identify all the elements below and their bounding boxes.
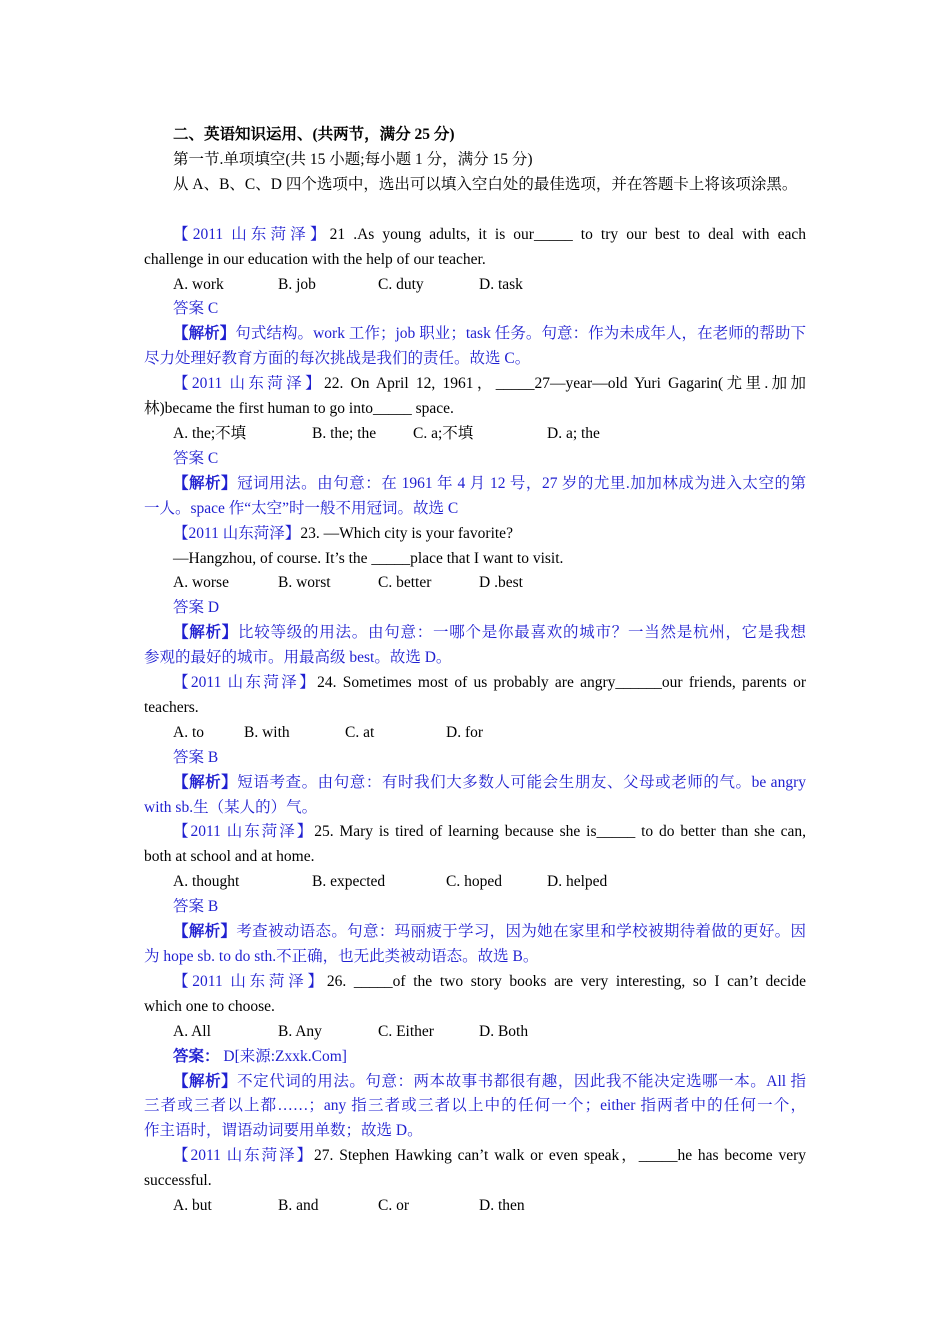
question-22-analysis: 【解析】冠词用法。由句意：在 1961 年 4 月 12 号，27 岁的尤里.加加林成为进入太空的第 <box>173 474 806 492</box>
question-21-answer: 答案 C <box>173 300 219 318</box>
source-tag: 【2011 山东菏泽】 <box>173 225 330 243</box>
analysis-tag: 【解析】 <box>173 1072 238 1090</box>
question-25-options <box>144 870 806 895</box>
source-tag: 【2011 山东菏泽】 <box>173 674 318 692</box>
option-d: D. then <box>479 1197 525 1215</box>
question-25-stem: 【2011 山东菏泽】25. Mary is tired of learning because she is_____ to do better than she can, <box>173 823 806 841</box>
option-b: B. expected <box>312 873 386 891</box>
analysis-tag: 【解析】 <box>173 923 237 941</box>
question-26-stem: 【2011 山东菏泽】26. _____of the two story books are very interesting, so I can’t decide <box>173 972 806 990</box>
analysis-tag: 【解析】 <box>173 624 238 642</box>
question-21-analysis-cont: 尽力处理好教育方面的每次挑战是我们的责任。故选 C。 <box>144 350 531 368</box>
source-tag: 【2011 山东菏泽】 <box>173 823 315 841</box>
spacer <box>144 198 806 223</box>
question-24-stem-cont: teachers. <box>144 698 199 716</box>
option-a: A. the;不填 <box>173 424 247 442</box>
option-b: B. the; the <box>312 424 377 442</box>
section-title: 二、英语知识运用、(共两节，满分 25 分) <box>173 126 455 143</box>
option-d: D. task <box>479 275 523 293</box>
option-c: C. better <box>378 574 432 592</box>
question-23-analysis-cont: 参观的最好的城市。用最高级 best。故选 D。 <box>144 649 452 667</box>
question-23-answer: 答案 D <box>173 599 220 617</box>
option-d: D .best <box>479 574 523 592</box>
question-24-answer: 答案 B <box>173 748 219 766</box>
question-25-answer: 答案 B <box>173 898 219 916</box>
option-c: C. or <box>378 1197 409 1215</box>
option-c: C. hoped <box>446 873 502 891</box>
question-26-analysis-cont: 三者或三者以上都……；any 指三者或三者以上中的任何一个；either 指两者中的任何一个， <box>144 1097 806 1115</box>
option-d: D. a; the <box>547 424 600 442</box>
question-25-analysis-cont: 为 hope sb. to do sth.不正确，也无此类被动语态。故选 B。 <box>144 948 539 965</box>
option-a: A. work <box>173 275 224 293</box>
option-d: D. for <box>446 723 484 741</box>
question-24-options <box>144 721 806 746</box>
question-22-analysis-cont: 一人。space 作“太空”时一般不用冠词。故选 C <box>144 499 459 517</box>
question-23-stem-cont: —Hangzhou, of course. It’s the _____place that I want to visit. <box>173 549 564 567</box>
option-c: C. a;不填 <box>413 424 474 442</box>
question-22-answer: 答案 C <box>173 449 219 467</box>
question-22-stem: 【2011 山东菏泽】22. On April 12, 1961，_____27—year—old Yuri Gagarin(尤里.加加 <box>173 375 806 393</box>
option-b: B. Any <box>278 1022 322 1040</box>
analysis-tag: 【解析】 <box>173 773 238 791</box>
question-25-analysis: 【解析】考查被动语态。句意：玛丽疲于学习，因为她在家里和学校被期待着做的更好。因 <box>173 923 806 941</box>
question-23-analysis: 【解析】比较等级的用法。由句意：一哪个是你最喜欢的城市？一当然是杭州，它是我想 <box>173 624 806 642</box>
analysis-tag: 【解析】 <box>173 474 238 492</box>
source-tag: 【2011 山东菏泽】 <box>173 524 301 542</box>
question-27-options <box>144 1194 806 1219</box>
question-26-options <box>144 1020 806 1045</box>
source-tag: 【2011 山东菏泽】 <box>173 972 327 990</box>
question-27-stem-cont: successful. <box>144 1172 212 1190</box>
question-23-stem: 【2011 山东菏泽】23. —Which city is your favorite? <box>173 524 513 542</box>
option-a: A. but <box>173 1197 212 1215</box>
question-25-stem-cont: both at school and at home. <box>144 848 315 866</box>
option-a: A. worse <box>173 574 229 592</box>
question-27-stem: 【2011 山东菏泽】27. Stephen Hawking can’t walk or even speak，_____he has become very <box>173 1147 806 1165</box>
option-a: A. thought <box>173 873 240 891</box>
option-c: C. at <box>345 723 375 741</box>
source-tag: 【2011 山东菏泽】 <box>173 1147 315 1165</box>
option-c: C. duty <box>378 275 424 293</box>
option-d: D. helped <box>547 873 608 891</box>
option-a: A. to <box>173 723 204 741</box>
option-b: B. job <box>278 275 316 293</box>
question-21-analysis: 【解析】句式结构。work 工作；job 职业；task 任务。句意：作为未成年人，在老师的帮助下 <box>173 325 806 343</box>
question-24-stem: 【2011 山东菏泽】24. Sometimes most of us probably are angry______our friends, parents or <box>173 674 806 692</box>
question-23-options <box>144 571 806 596</box>
source-tag: 【2011 山东菏泽】 <box>173 375 324 393</box>
option-c: C. Either <box>378 1022 434 1040</box>
question-21-stem: 【2011 山东菏泽】21 .As young adults, it is our_____ to try our best to deal with each <box>173 225 806 243</box>
question-26-analysis-cont-2: 作主语时，谓语动词要用单数；故选 D。 <box>144 1122 423 1140</box>
option-d: D. Both <box>479 1022 529 1040</box>
instruction: 从 A、B、C、D 四个选项中，选出可以填入空白处的最佳选项，并在答题卡上将该项涂黑。 <box>173 175 798 193</box>
answer-label: 答案： <box>173 1047 220 1065</box>
question-24-analysis: 【解析】短语考查。由句意：有时我们大多数人可能会生朋友、父母或老师的气。be angry <box>173 773 806 791</box>
document-page <box>144 123 806 1219</box>
question-22-options <box>144 422 806 447</box>
question-26-stem-cont: which one to choose. <box>144 997 275 1015</box>
question-21-options <box>144 273 806 298</box>
question-22-stem-cont: 林)became the first human to go into_____ space. <box>144 400 454 418</box>
subsection-title: 第一节.单项填空(共 15 小题;每小题 1 分，满分 15 分) <box>173 150 533 168</box>
question-26-answer: 答案： D[来源:Zxxk.Com] <box>173 1047 347 1065</box>
option-b: B. and <box>278 1197 319 1215</box>
option-b: B. worst <box>278 574 331 592</box>
question-21-stem-cont: challenge in our education with the help of our teacher. <box>144 250 486 268</box>
option-b: B. with <box>244 723 290 741</box>
question-26-analysis: 【解析】不定代词的用法。句意：两本故事书都很有趣，因此我不能决定选哪一本。All 指 <box>173 1072 806 1090</box>
option-a: A. All <box>173 1022 211 1040</box>
analysis-tag: 【解析】 <box>173 325 236 343</box>
question-24-analysis-cont: with sb.生（某人的）气。 <box>144 798 318 816</box>
